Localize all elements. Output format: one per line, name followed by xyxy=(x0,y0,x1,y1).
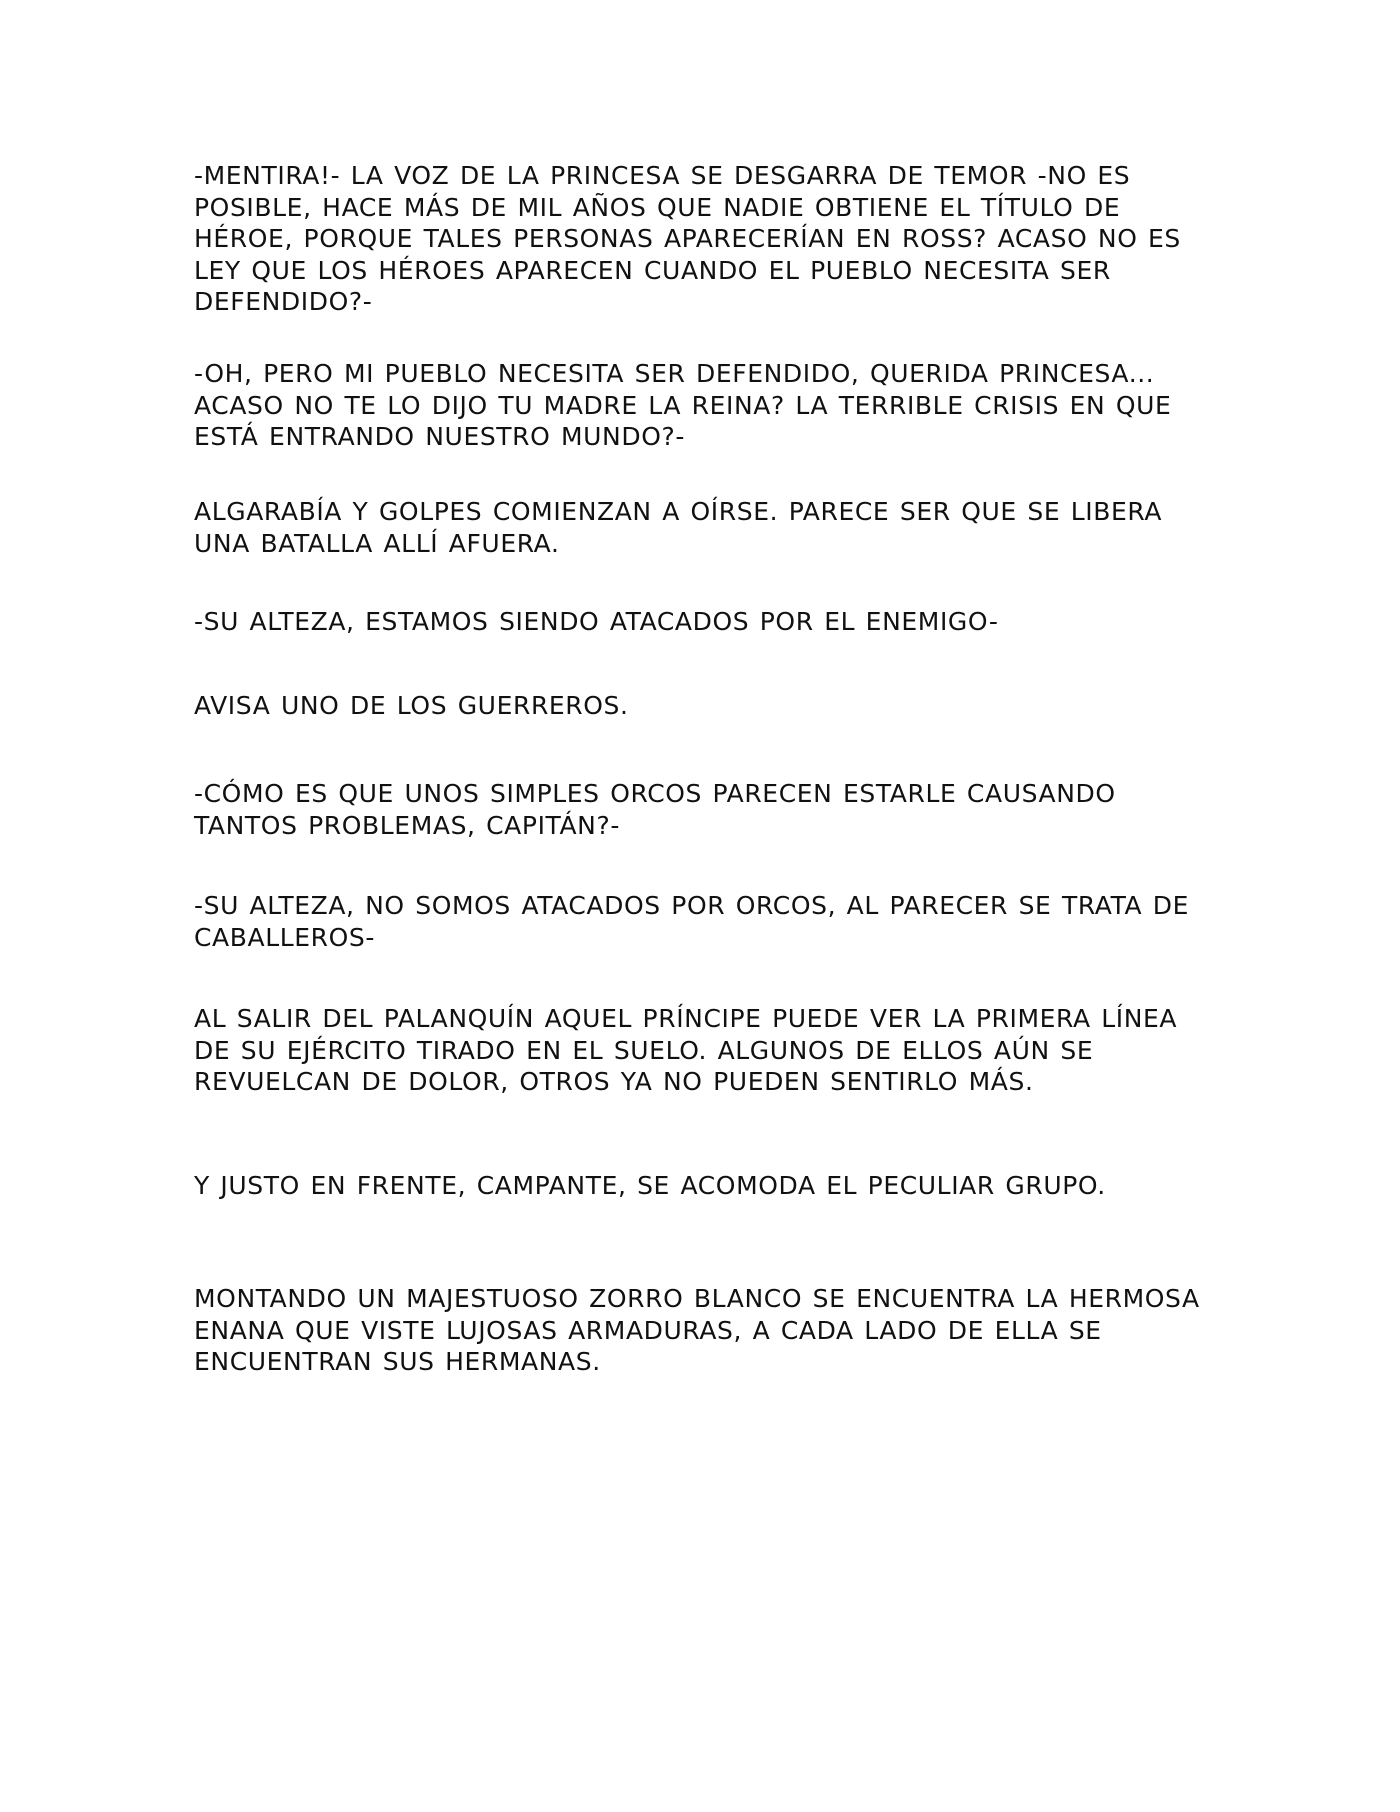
paragraph-4: -SU ALTEZA, ESTAMOS SIENDO ATACADOS POR EL ENEMIGO- xyxy=(194,607,999,636)
paragraph-6: -CÓMO ES QUE UNOS SIMPLES ORCOS PARECEN ESTARLE CAUSANDO TANTOS PROBLEMAS, CAPITÁN?- xyxy=(194,779,1116,840)
paragraph-2: -OH, PERO MI PUEBLO NECESITA SER DEFENDIDO, QUERIDA PRINCESA... ACASO NO TE LO DIJO TU MADRE LA REINA? LA TERRIBLE CRISIS EN QUE ESTÁ ENTRANDO NUESTRO MUNDO?- xyxy=(194,359,1172,451)
paragraph-9: Y JUSTO EN FRENTE, CAMPANTE, SE ACOMODA EL PECULIAR GRUPO. xyxy=(194,1171,1106,1200)
paragraph-3: ALGARABÍA Y GOLPES COMIENZAN A OÍRSE. PARECE SER QUE SE LIBERA UNA BATALLA ALLÍ AFUERA. xyxy=(194,497,1163,558)
paragraph-1: -MENTIRA!- LA VOZ DE LA PRINCESA SE DESGARRA DE TEMOR -NO ES POSIBLE, HACE MÁS DE MIL AÑOS QUE NADIE OBTIENE EL TÍTULO DE HÉROE, PORQUE TALES PERSONAS APARECERÍAN EN ROSS? ACASO NO ES LEY QUE LOS HÉROES APARECEN CUANDO EL PUEBLO NECESITA SER DEFENDIDO?- xyxy=(194,161,1181,316)
paragraph-5: AVISA UNO DE LOS GUERREROS. xyxy=(194,691,629,720)
paragraph-10: MONTANDO UN MAJESTUOSO ZORRO BLANCO SE ENCUENTRA LA HERMOSA ENANA QUE VISTE LUJOSAS ARMADURAS, A CADA LADO DE ELLA SE ENCUENTRAN SUS HERMANAS. xyxy=(194,1284,1200,1376)
paragraph-8: AL SALIR DEL PALANQUÍN AQUEL PRÍNCIPE PUEDE VER LA PRIMERA LÍNEA DE SU EJÉRCITO TIRADO EN EL SUELO. ALGUNOS DE ELLOS AÚN SE REVUELCAN DE DOLOR, OTROS YA NO PUEDEN SENTIRLO MÁS. xyxy=(194,1004,1178,1096)
paragraph-7: -SU ALTEZA, NO SOMOS ATACADOS POR ORCOS, AL PARECER SE TRATA DE CABALLEROS- xyxy=(194,891,1189,952)
